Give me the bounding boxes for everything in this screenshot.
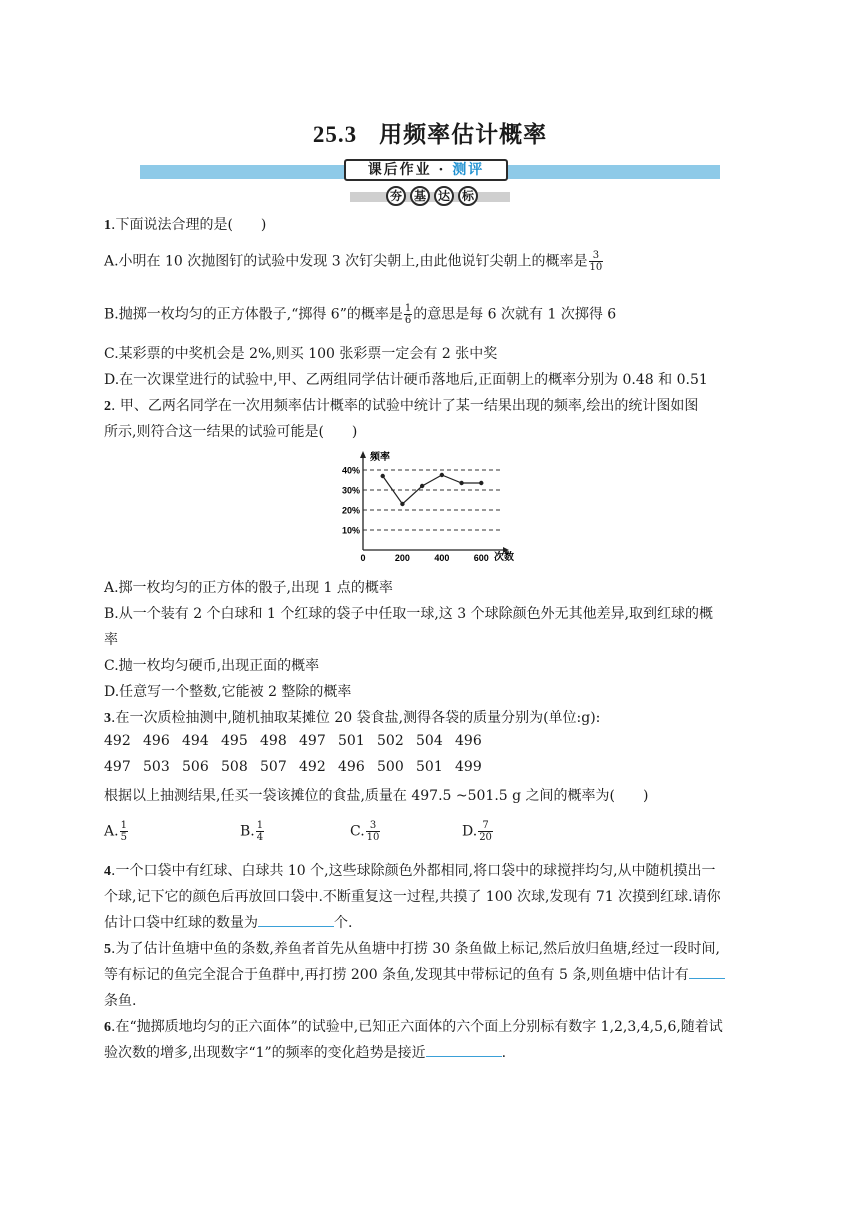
q6-stem-2: 验次数的增多,出现数字“1”的频率的变化趋势是接近 . bbox=[104, 1045, 507, 1061]
q2-stem-2: 所示,则符合这一结果的试验可能是( ) bbox=[104, 424, 358, 440]
q3-option-b: B. $\frac{1}{4}$ bbox=[240, 820, 264, 843]
q4-stem-3: 估计口袋中红球的数量为 个. bbox=[104, 915, 353, 931]
homework-banner bbox=[140, 163, 720, 181]
q1-option-b: B.抛掷一枚均匀的正方体骰子,“掷得 6”的概率是 $\frac{1}{6}$ 的意思是每 6 次就有 1 次掷得 6 bbox=[104, 303, 617, 326]
fraction: $\frac{1}{6}$ bbox=[404, 303, 412, 326]
q3-stem: 3.在一次质检抽测中,随机抽取某摊位 20 袋食盐,测得各袋的质量分别为(单位:g): bbox=[104, 710, 601, 726]
answer-blank[interactable] bbox=[426, 1044, 502, 1057]
data-point bbox=[459, 481, 463, 485]
level-char: 基 bbox=[410, 186, 430, 206]
chart-series bbox=[381, 473, 484, 506]
q5-stem-3: 条鱼. bbox=[104, 993, 137, 1009]
page-title bbox=[0, 116, 860, 149]
chart-axes bbox=[360, 451, 509, 553]
y-tick-label: 40% bbox=[341, 465, 360, 476]
series-line bbox=[383, 475, 482, 504]
y-tick-label: 20% bbox=[341, 505, 360, 516]
q1-option-d: D.在一次课堂进行的试验中,甲、乙两组同学估计硬币落地后,正面朝上的概率分别为 0.48 和 0.51 bbox=[104, 372, 708, 388]
x-tick-label: 0 bbox=[360, 553, 366, 563]
level-badge bbox=[350, 186, 510, 208]
q4-stem-2: 个球,记下它的颜色后再放回口袋中.不断重复这一过程,共摸了 100 次球,发现有 71 次摸到红球.请你 bbox=[104, 889, 721, 905]
q2-stem-1: 2. 甲、乙两名同学在一次用频率估计概率的试验中统计了某一结果出现的频率,绘出的统计图如图 bbox=[104, 398, 699, 414]
chart-y-axis-label: 频率 bbox=[370, 452, 390, 463]
data-point bbox=[400, 502, 404, 506]
chart-gridlines bbox=[363, 470, 501, 530]
level-char: 夯 bbox=[386, 186, 406, 206]
data-point bbox=[420, 484, 424, 488]
data-point bbox=[381, 474, 385, 478]
q2-option-b-2: 率 bbox=[104, 632, 118, 648]
q4-stem-1: 4.一个口袋中有红球、白球共 10 个,这些球除颜色外都相同,将口袋中的球搅拌均匀,从中随机摸出一 bbox=[104, 863, 716, 879]
q1-option-c: C.某彩票的中奖机会是 2%,则买 100 张彩票一定会有 2 张中奖 bbox=[104, 346, 498, 362]
banner-tag bbox=[344, 159, 508, 181]
answer-blank[interactable] bbox=[689, 966, 725, 979]
section-title: 用频率估计概率 bbox=[379, 121, 548, 148]
data-point bbox=[479, 481, 483, 485]
q2-option-d: D.任意写一个整数,它能被 2 整除的概率 bbox=[104, 684, 352, 700]
answer-blank[interactable] bbox=[258, 914, 334, 927]
q2-option-c: C.抛一枚均匀硬币,出现正面的概率 bbox=[104, 658, 320, 674]
x-tick-label: 400 bbox=[434, 553, 450, 563]
q3-question: 根据以上抽测结果,任买一袋该摊位的食盐,质量在 497.5 ~501.5 g 之间的概率为( ) bbox=[104, 788, 649, 804]
q3-option-d: D. $\frac{7}{20}$ bbox=[462, 820, 492, 843]
y-tick-label: 30% bbox=[341, 485, 360, 496]
q2-option-b-1: B.从一个装有 2 个白球和 1 个红球的袋子中任取一球,这 3 个球除颜色外无其他差异,取到红球的概 bbox=[104, 606, 714, 622]
q5-stem-2: 等有标记的鱼完全混合于鱼群中,再打捞 200 条鱼,发现其中带标记的鱼有 5 条,则鱼塘中估计有 bbox=[104, 964, 725, 984]
q1-stem: 1.下面说法合理的是( ) bbox=[104, 217, 267, 233]
q3-data-row-2: 497 503 506 508 507 492 496 500 501 499 bbox=[104, 759, 482, 775]
q3-option-c: C. $\frac{3}{10}$ bbox=[350, 820, 380, 843]
q5-stem-1: 5.为了估计鱼塘中鱼的条数,养鱼者首先从鱼塘中打捞 30 条鱼做上标记,然后放归鱼塘,经过一段时间, bbox=[104, 941, 720, 957]
y-tick-label: 10% bbox=[341, 525, 360, 536]
x-tick-label: 200 bbox=[394, 553, 410, 563]
level-char: 标 bbox=[458, 186, 478, 206]
q1-option-a: A.小明在 10 次抛图钉的试验中发现 3 次钉尖朝上,由此他说钉尖朝上的概率是 $\frac{3}{10}$ bbox=[104, 250, 603, 273]
level-char: 达 bbox=[434, 186, 454, 206]
banner-highlight: 测评 bbox=[452, 162, 485, 178]
q2-option-a: A.掷一枚均匀的正方体的骰子,出现 1 点的概率 bbox=[104, 580, 393, 596]
section-number: 25.3 bbox=[312, 122, 358, 147]
data-point bbox=[440, 473, 444, 477]
banner-text: 课后作业 · bbox=[367, 162, 453, 178]
q3-data-row-1: 492 496 494 495 498 497 501 502 504 496 bbox=[104, 733, 482, 749]
chart-tick-labels bbox=[342, 466, 489, 564]
y-axis-arrow bbox=[360, 451, 366, 458]
q6-stem-1: 6.在“抛掷质地均匀的正六面体”的试验中,已知正六面体的六个面上分别标有数字 1,2,3,4,5,6,随着试 bbox=[104, 1019, 723, 1035]
x-tick-label: 600 bbox=[473, 553, 489, 563]
frequency-line-chart bbox=[330, 448, 530, 566]
fraction: $\frac{3}{10}$ bbox=[589, 250, 603, 273]
q3-option-a: A. $\frac{1}{5}$ bbox=[104, 820, 127, 843]
chart-x-axis-label: 次数 bbox=[494, 552, 514, 563]
